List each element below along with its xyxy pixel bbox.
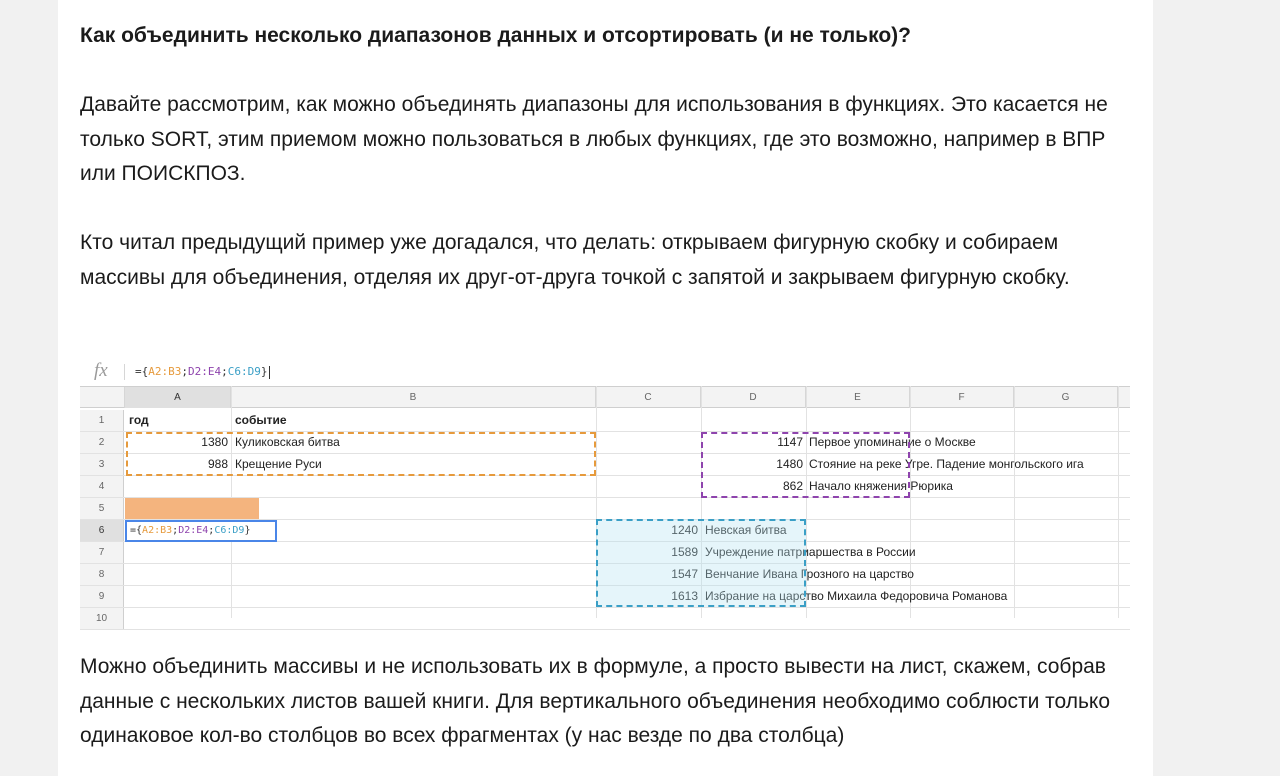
row-header-3[interactable]: 3 [80,454,124,475]
cell-formula-range-2: D2:E4 [178,525,209,536]
cell-e4[interactable]: Начало княжения Рюрика [809,479,953,493]
cell-b3[interactable]: Крещение Руси [235,457,322,471]
row-header-5[interactable]: 5 [80,498,124,519]
formula-open: ={ [135,365,149,378]
column-header-g[interactable]: G [1014,387,1118,408]
cell-b1[interactable]: событие [235,413,287,427]
cell-c7[interactable]: 1589 [671,545,698,559]
sheet-row [80,410,1130,432]
formula-bar [80,356,1130,386]
formula-range-3: C6:D9 [227,365,261,378]
cell-formula-open: ={ [130,525,143,536]
row-header-1[interactable]: 1 [80,410,124,431]
range-highlight-a2-b3 [126,432,596,476]
sheet-row [80,476,1130,498]
row-header-8[interactable]: 8 [80,564,124,585]
cell-formula-range-3: C6:D9 [214,525,245,536]
article-card [58,0,1153,776]
column-header-row [80,386,1130,408]
column-header-a[interactable]: A [125,387,231,408]
text-cursor [269,366,270,379]
row-header-7[interactable]: 7 [80,542,124,563]
formula-text[interactable] [135,365,270,379]
cell-formula-range-1: A2:B3 [142,525,173,536]
cell-c9[interactable]: 1613 [671,589,698,603]
cell-d9[interactable]: Избрание на царство Михаила Федоровича Романова [705,589,1008,603]
cell-formula-close: } [244,525,251,536]
formula-range-1: A2:B3 [148,365,182,378]
column-header-d[interactable]: D [701,387,806,408]
row-header-4[interactable]: 4 [80,476,124,497]
cell-e2[interactable]: Первое упоминание о Москве [809,435,976,449]
cell-d3[interactable]: 1480 [776,457,803,471]
column-header-f[interactable]: F [910,387,1014,408]
formula-sep-2: ; [221,365,228,378]
cell-a3[interactable]: 988 [207,457,228,471]
cell-formula-sep-2: ; [208,525,215,536]
paragraph-conclusion: Можно объединить массивы и не использовать их в формуле, а просто вывести на лист, скажем, собрав данные с нескольких листов вашей книги. Для вертикального объединения необходимо соблюсти только одинаковое кол-во столбцов во всех фрагментах (у нас везде по два столбца) [80,655,1111,747]
corner-header[interactable] [80,387,125,408]
formula-bar-divider [124,364,125,380]
cell-d6[interactable]: Невская битва [705,523,787,537]
range-highlight-c6-d9 [596,519,806,607]
paragraph-explanation: Кто читал предыдущий пример уже догадался, что делать: открываем фигурную скобку и собираем массивы для объединения, отделяя их друг-от-друга точкой с запятой и закрываем фигурную скобку. [80,231,1070,289]
cell-d2[interactable]: 1147 [777,435,803,449]
cell-a2[interactable]: 1380 [201,435,228,449]
sheet-row [80,608,1130,630]
formula-range-2: D2:E4 [188,365,222,378]
column-header-e[interactable]: E [806,387,910,408]
cell-d4[interactable]: 862 [782,479,803,493]
formula-close: } [260,365,268,378]
formula-sep-1: ; [181,365,188,378]
paragraph-intro: Давайте рассмотрим, как можно объединять диапазоны для использования в функциях. Это касается не только SORT, этим приемом можно пользоваться в любых функциях, где это возможно, например в ВПР или ПОИСКПОЗ. [80,93,1108,185]
column-header-b[interactable]: B [231,387,596,408]
column-header-c[interactable]: C [596,387,701,408]
cell-b2[interactable]: Куликовская битва [235,435,340,449]
row-header-10[interactable]: 10 [80,608,124,629]
cell-e3[interactable]: Стояние на реке Угре. Падение монгольского ига [809,457,1084,471]
cell-c6[interactable]: 1240 [671,523,698,537]
cell-d8[interactable]: Венчание Ивана Грозного на царство [705,567,914,581]
cell-formula-sep-1: ; [172,525,179,536]
active-cell-a6[interactable] [125,520,277,542]
fx-icon: fx [94,360,108,381]
row-header-2[interactable]: 2 [80,432,124,453]
cell-a1[interactable]: год [129,413,149,427]
spreadsheet-screenshot [80,356,1130,624]
cell-d7[interactable]: Учреждение патриаршества в России [705,545,916,559]
sheet-row [80,498,1130,520]
range-highlight-d2-e4 [701,432,910,498]
article-heading: Как объединить несколько диапазонов данных и отсортировать (и не только)? [80,24,911,47]
row-header-9[interactable]: 9 [80,586,124,607]
cell-c8[interactable]: 1547 [671,567,698,581]
row-header-6[interactable]: 6 [80,520,124,541]
